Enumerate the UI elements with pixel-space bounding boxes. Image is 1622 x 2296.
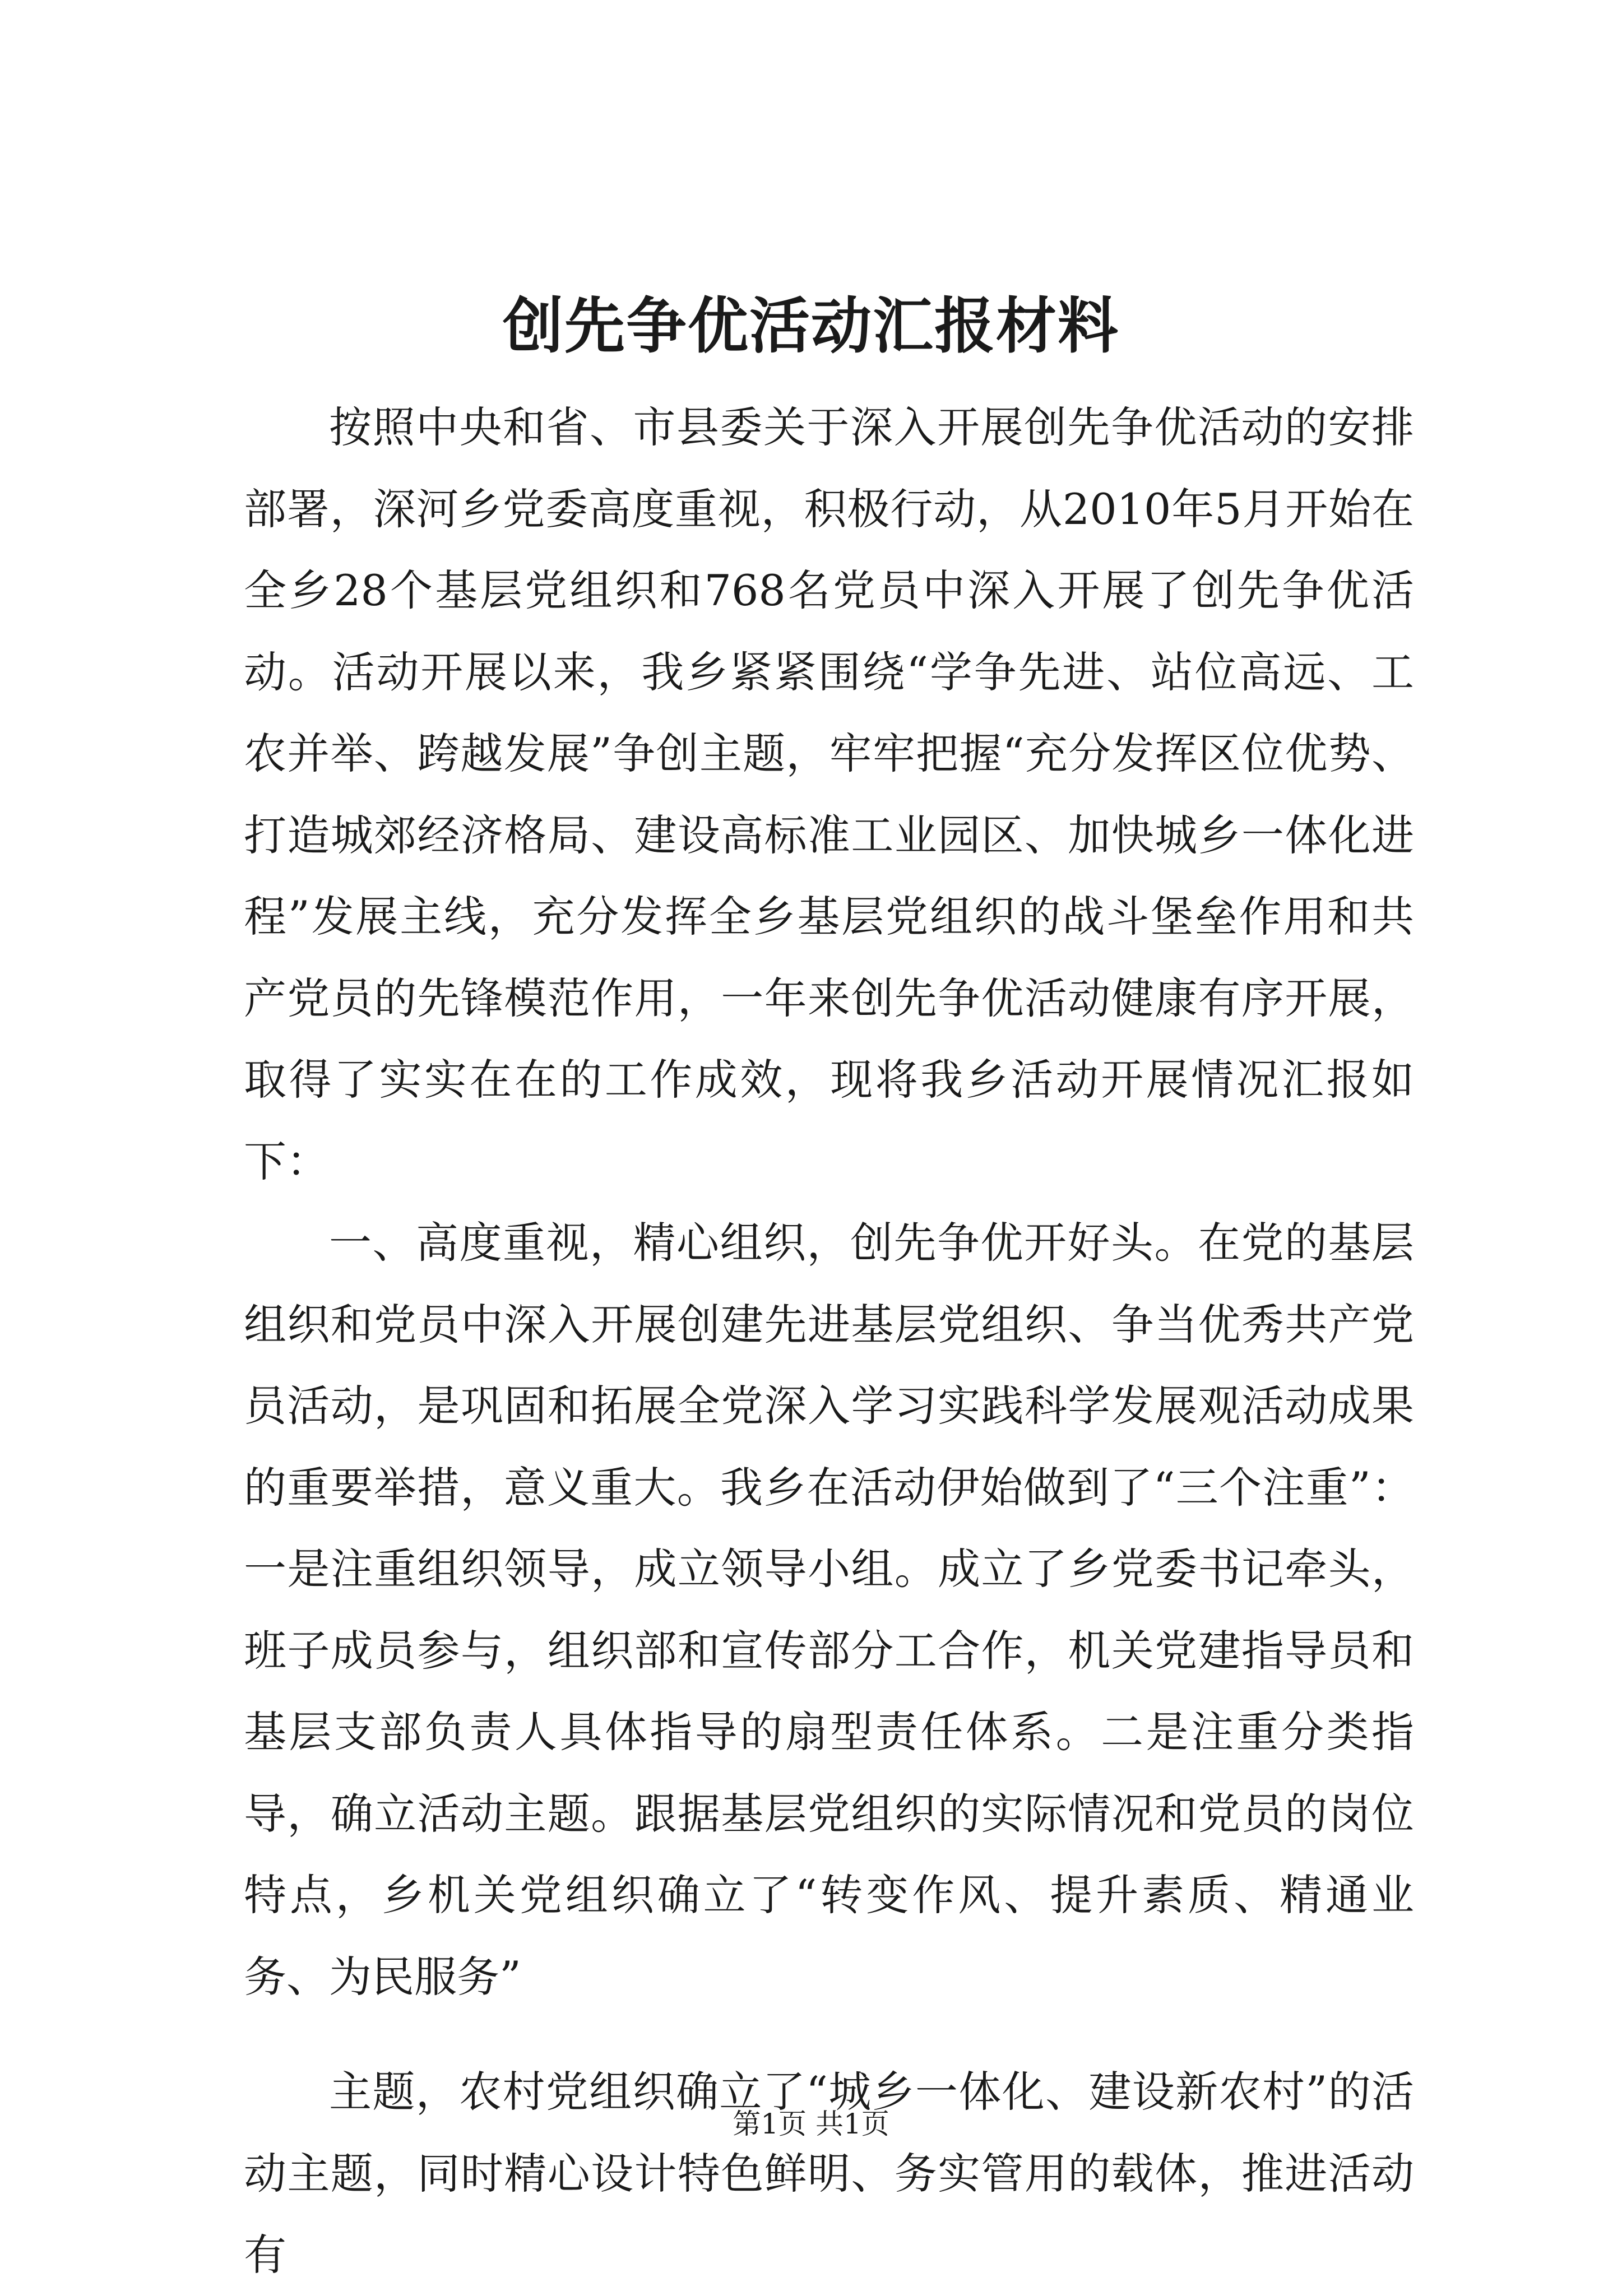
paragraph-section-one: 一、高度重视，精心组织，创先争优开好头。在党的基层组织和党员中深入开展创建先进基层党组织、争当优秀共产党员活动，是巩固和拓展全党深入学习实践科学发展观活动成果的重要举措，意义重大。我乡在活动伊始做到了“三个注重”：一是注重组织领导，成立领导小组。成立了乡党委书记牵头，班子成员参与，组织部和宣传部分工合作，机关党建指导员和基层支部负责人具体指导的扇型责任体系。二是注重分类指导，确立活动主题。跟据基层党组织的实际情况和党员的岗位特点，乡机关党组织确立了“转变作风、提升素质、精通业务、为民服务” xyxy=(244,1218,1414,2002)
page-footer: 第1页 共1页 xyxy=(733,2108,889,2140)
document-body xyxy=(244,387,1414,2296)
document-title: 创先争优活动汇报材料 xyxy=(502,291,1119,361)
paragraph-intro: 按照中央和省、市县委关于深入开展创先争优活动的安排部署，深河乡党委高度重视，积极行动，从2010年5月开始在全乡28个基层党组织和768名党员中深入开展了创先争优活动。活动开展以来，我乡紧紧围绕“学争先进、站位高远、工农并举、跨越发展”争创主题，牢牢把握“充分发挥区位优势、打造城郊经济格局、建设高标准工业园区、加快城乡一体化进程”发展主线，充分发挥全乡基层党组织的战斗堡垒作用和共产党员的先锋模范作用，一年来创先争优活动健康有序开展，取得了实实在在的工作成效，现将我乡活动开展情况汇报如下： xyxy=(244,402,1414,1186)
paragraph-continuation: 主题，农村党组织确立了“城乡一体化、建设新农村”的活动主题，同时精心设计特色鲜明、务实管用的载体，推进活动有 xyxy=(244,2067,1414,2280)
